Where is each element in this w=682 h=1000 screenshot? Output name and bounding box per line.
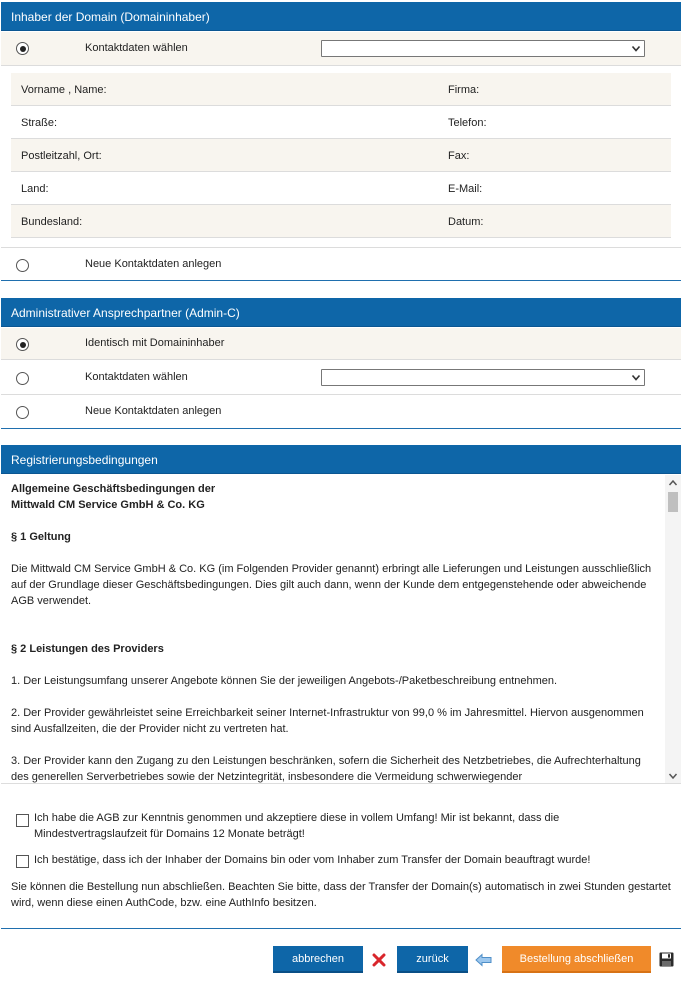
owner-confirm-label: Ich bestätige, dass ich der Inhaber der Domains bin oder vom Inhaber zum Transfer der Domain beauftragt wurde! [34,854,591,866]
contact-row [11,172,671,205]
domain-owner-title: Inhaber der Domain (Domaininhaber) [11,10,210,24]
terms-s1-text: Die Mittwald CM Service GmbH & Co. KG (im Folgenden Provider genannt) erbringt alle Lieferungen und Leistungen ausschließlich auf der Grundlage dieser Geschäftsbedingungen. Dies gilt auch dann, wenn der Kunde dem entgegenstehende oder abweichende AGB verwendet. [11,563,652,607]
chevron-down-icon [631,42,641,55]
section-divider [1,928,681,929]
admin-identical-label: Identisch mit Domaininhaber [85,337,225,349]
label-date: Datum: [448,216,484,228]
label-state: Bundesland: [21,216,83,228]
terms-title: Registrierungsbedingungen [11,453,158,467]
contact-row [11,73,671,106]
label-zip-city: Postleitzahl, Ort: [21,150,102,162]
owner-choose-contact-radio[interactable] [16,42,29,55]
agb-checkbox[interactable] [16,814,29,827]
admin-new-contact-label: Neue Kontaktdaten anlegen [85,405,222,417]
owner-choose-contact-label: Kontaktdaten wählen [85,42,188,54]
admin-choose-contact-label: Kontaktdaten wählen [85,371,188,383]
floppy-disk-icon[interactable] [659,952,674,967]
owner-contact-select[interactable] [321,40,645,57]
terms-header [1,445,681,474]
admin-c-header [1,298,681,327]
contact-row [11,139,671,172]
label-country: Land: [21,183,49,195]
terms-s2-p2: 2. Der Provider gewährleistet seine Erreichbarkeit seiner Internet-Infrastruktur von 99,0 % im Jahresmittel. Hiervon ausgenommen sind Ausfallzeiten, die der Provider nicht zu vertreten hat. [11,707,644,735]
back-button[interactable]: zurück [397,946,468,973]
scrollbar-thumb[interactable] [668,492,678,512]
close-x-icon[interactable] [372,953,386,967]
order-info-text: Sie können die Bestellung nun abschließen. Beachten Sie bitte, dass der Transfer der Domain(s) automatisch in zwei Stunden gestartet wird, wenn diese einen AuthCode, bzw. eine AuthInfo besitzen. [11,881,671,909]
terms-s2-p3: 3. Der Provider kann den Zugang zu den Leistungen beschränken, sofern die Sicherheit des Netzbetriebes, die Aufrechterhaltung des generellen Serverbetriebes sowie der Netzintegrität, insbesondere die Vermeidung schwerwiegender [11,755,641,783]
admin-new-contact-radio[interactable] [16,406,29,419]
admin-identical-radio[interactable] [16,338,29,351]
scroll-up-icon[interactable] [668,478,678,488]
terms-content [11,481,659,784]
terms-s1-title: § 1 Geltung [11,531,71,543]
label-phone: Telefon: [448,117,487,129]
label-name: Vorname , Name: [21,84,107,96]
label-email: E-Mail: [448,183,483,195]
owner-new-contact-radio[interactable] [16,259,29,272]
contact-row [11,106,671,139]
terms-scrollbar[interactable] [665,475,681,784]
admin-contact-select[interactable] [321,369,645,386]
arrow-left-icon[interactable] [475,953,492,967]
label-street: Straße: [21,117,58,129]
terms-scroll-box[interactable] [1,475,681,784]
owner-confirm-checkbox[interactable] [16,855,29,868]
section-divider [1,428,681,429]
terms-s2-p1: 1. Der Leistungsumfang unserer Angebote können Sie der jeweiligen Angebots-/Paketbeschreibung entnehmen. [11,675,558,687]
chevron-down-icon [631,371,641,384]
admin-choose-contact-radio[interactable] [16,372,29,385]
admin-c-title: Administrativer Ansprechpartner (Admin-C) [11,306,240,320]
label-fax: Fax: [448,150,470,162]
label-company: Firma: [448,84,480,96]
divider [1,247,681,248]
divider [1,65,681,66]
submit-order-button[interactable]: Bestellung abschließen [502,946,651,973]
divider [1,394,681,395]
scroll-down-icon[interactable] [668,771,678,781]
terms-heading-line2: Mittwald CM Service GmbH & Co. KG [11,499,205,511]
agb-checkbox-label: Ich habe die AGB zur Kenntnis genommen und akzeptiere diese in vollem Umfang! Mir ist bekannt, dass die Mindestvertragslaufzeit für Domains 12 Monate beträgt! [34,812,560,840]
owner-new-contact-label: Neue Kontaktdaten anlegen [85,258,222,270]
cancel-button[interactable]: abbrechen [273,946,363,973]
section-divider [1,280,681,281]
contact-row [11,205,671,238]
divider [1,359,681,360]
domain-owner-header [1,2,681,31]
terms-heading-line1: Allgemeine Geschäftsbedingungen der [11,483,216,495]
terms-s2-title: § 2 Leistungen des Providers [11,643,164,655]
